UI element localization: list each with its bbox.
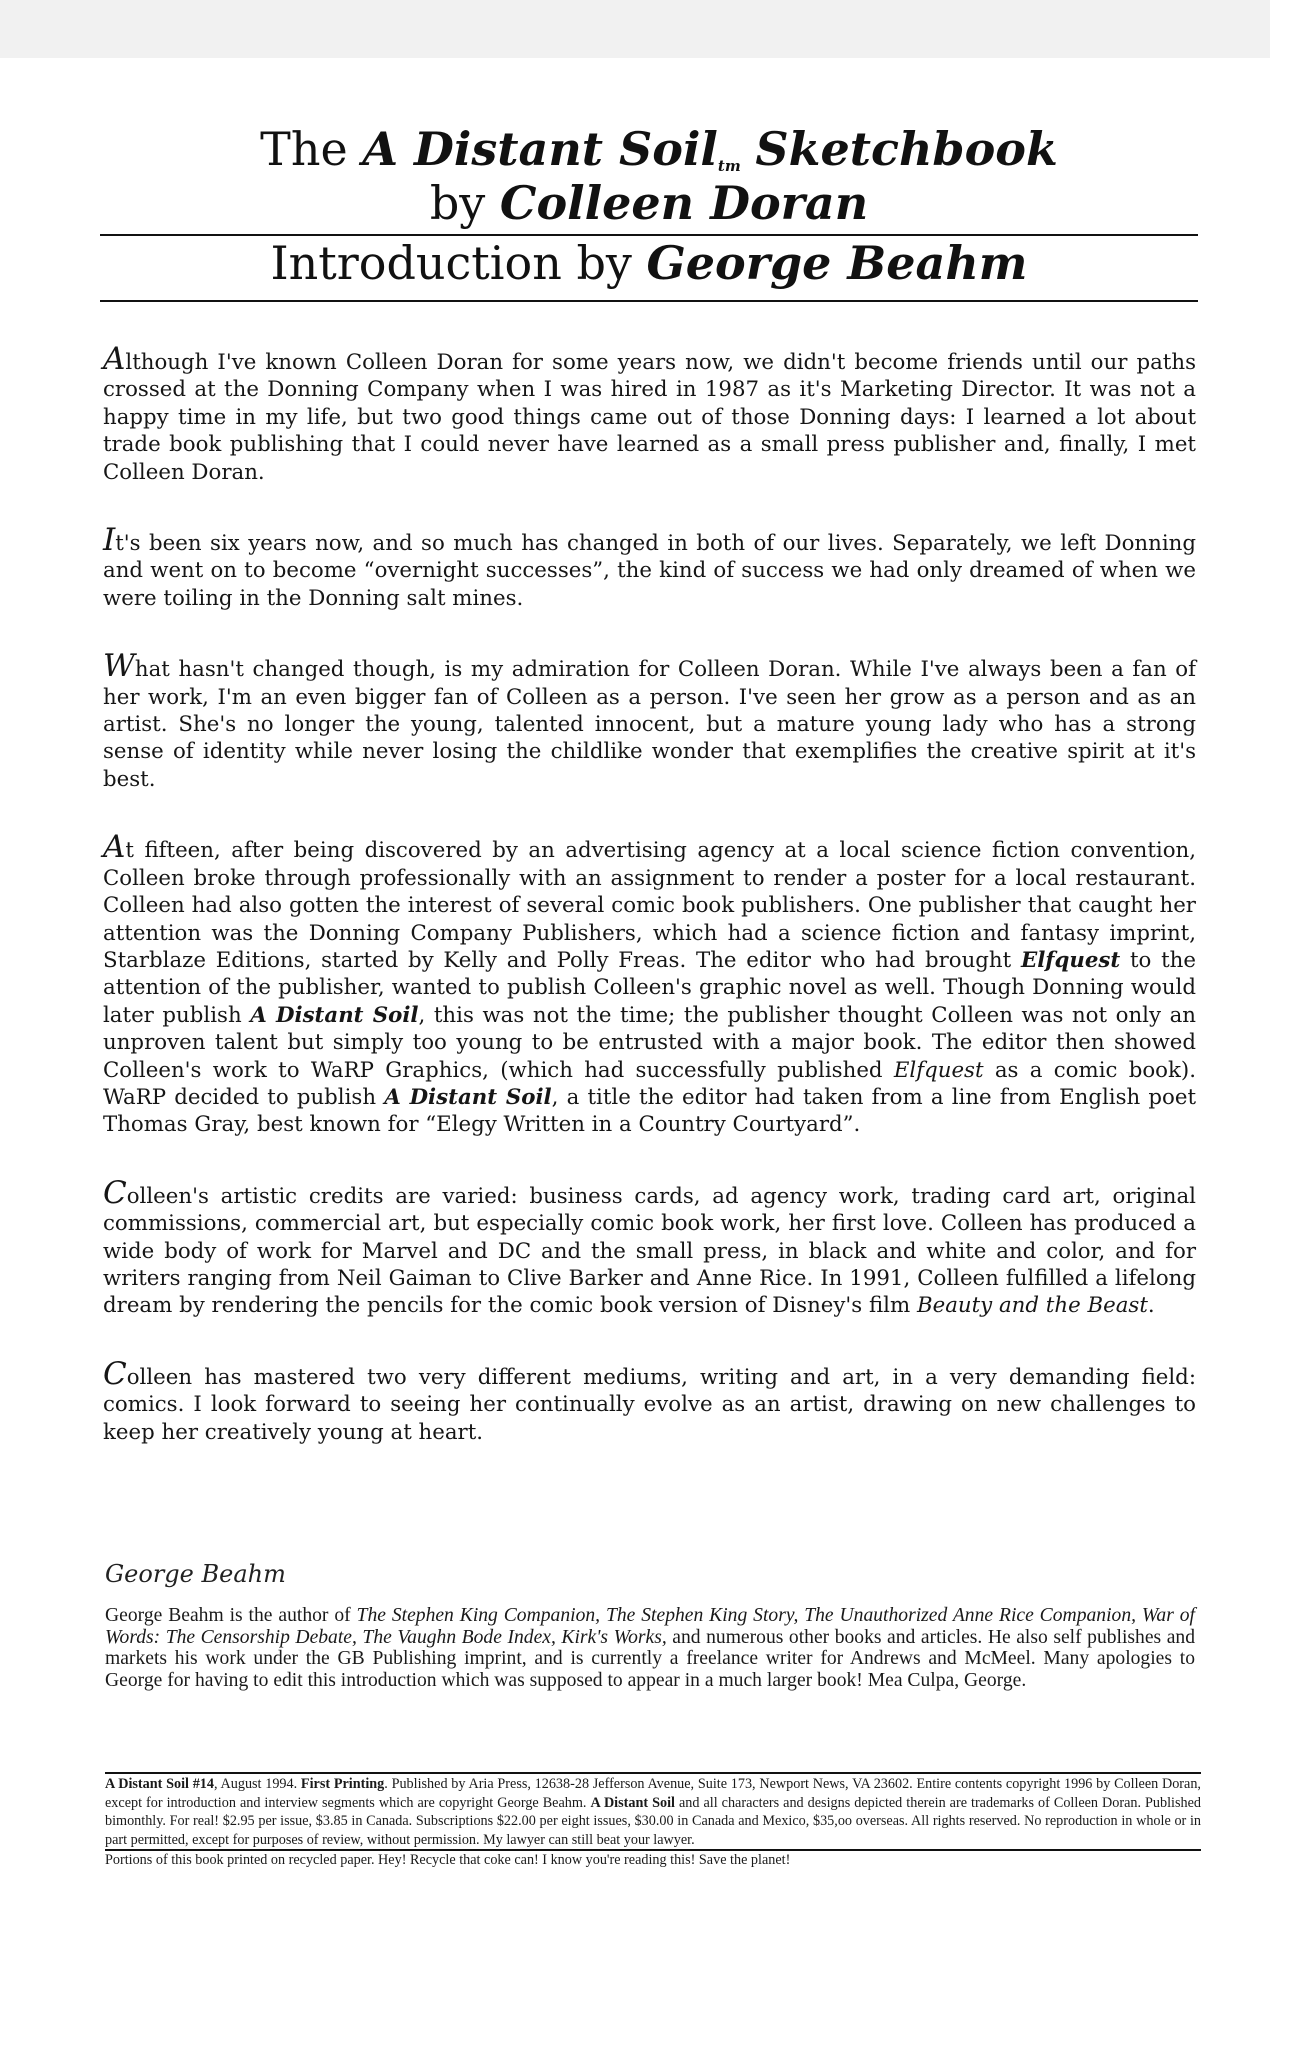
title-book-name: A Distant Soil	[362, 122, 718, 176]
title-line-1	[100, 122, 1198, 180]
title-block	[100, 122, 1198, 302]
paragraph-text: t fifteen, after being discovered by an advertising agency at a local science fiction convention, Colleen broke through professionally with an assignment to render a poster for a local restaurant. Colleen had also gotten the interest of several comic book publishers. One publisher that caught her attention was the Donning Company Publishers, which had a science fiction and fantasy imprint, Starblaze Editions, started by Kelly and Polly Freas. The editor who had brought	[103, 838, 1196, 973]
paragraph-6	[103, 1355, 1196, 1446]
paragraph-5	[103, 1174, 1196, 1320]
indicia-bold: First Printing	[300, 1776, 385, 1792]
title-line-2	[100, 176, 1198, 232]
title-prefix: The	[260, 122, 348, 176]
paragraph-text: lthough I've known Colleen Doran for some years now, we didn't become friends until our paths crossed at the Donning Company when I was hired in 1987 as it's Marketing Director. It was not a happy time in my life, but two good things came out of those Donning days: I learned a lot about trade book publishing that I could never have learned as a small press publisher and, finally, I met Colleen Doran.	[103, 350, 1196, 485]
paragraph-3	[103, 648, 1196, 793]
paragraph-text: hat hasn't changed though, is my admiration for Colleen Doran. While I've always been a fan of her work, I'm an even bigger fan of Colleen as a person. I've seen her grow as a person and as an artist. She's no longer the young, talented innocent, but a mature young lady who has a strong sense of identity while never losing the childlike wonder that exemplifies the creative spirit at it's best.	[103, 657, 1196, 792]
drop-cap: W	[103, 648, 135, 685]
drop-cap: A	[103, 341, 126, 377]
bold-title: A Distant Soil	[384, 1084, 552, 1110]
paragraph-text: t's been six years now, and so much has changed in both of our lives. Separately, we left Donning and went on to become “overnight successes”, the kind of success we had only dreamed of when we were toiling in the Donning salt mines.	[103, 531, 1196, 611]
paragraph-text: olleen's artistic credits are varied: business cards, ad agency work, trading card art, original commissions, commercial art, but especially comic book work, her first love. Colleen has produced a wide body of work for Marvel and DC and the small press, in black and white and color, and for writers ranging from Neil Gaiman to Clive Barker and Anne Rice. In 1991, Colleen fulfilled a lifelong dream by rendering the pencils for the comic book version of Disney's film	[103, 1183, 1196, 1319]
bio-text: and numerous other books and articles. He also self publishes and markets his work under the GB Publishing imprint, and is currently a freelance writer for Andrews and McMeel. Many apologies to George for having to edit this introduction which was supposed to appear in a much larger book! Mea Culpa, George.	[105, 1626, 1195, 1691]
paragraph-text: , this was not the time; the publisher thought Colleen was not only an unproven talent but simply too young to be entrusted with a major book. The editor then showed Colleen's work to WaRP Graphics, (which had successfully published	[103, 1002, 1197, 1083]
indicia-part: . Published by Aria Press, 12638-28 Jefferson Avenue, Suite 173, Newport News, VA 23602. Entire contents copyright 1996 by Colleen Doran, except for introduction and interview segments which are copyright George Beahm.	[105, 1776, 1201, 1811]
trademark-mark: tm	[717, 157, 741, 175]
paragraph-2	[103, 522, 1196, 612]
signature: George Beahm	[105, 1560, 286, 1588]
title-author: Colleen Doran	[499, 176, 869, 230]
paragraph-text: , a title the editor had taken from a line from English poet Thomas Gray, best known for “Elegy Written in a Country Courtyard”.	[103, 1084, 1197, 1138]
title-suffix: Sketchbook	[755, 122, 1058, 176]
title-line-3	[100, 236, 1198, 294]
intro-label: Introduction by	[270, 236, 632, 290]
italic-title: Elfquest	[1020, 947, 1121, 973]
bio-book-titles: The Stephen King Companion, The Stephen King Story, The Unauthorized Anne Rice Companion, War of Words: The Censorship Debate, The Vaughn Bode Index, Kirk's Works,	[105, 1605, 1195, 1648]
indicia-text	[105, 1775, 1201, 1849]
recycle-note: Portions of this book printed on recycled paper. Hey! Recycle that coke can! I know you're reading this! Save the planet!	[105, 1852, 791, 1869]
italic-title: Elfquest	[893, 1057, 984, 1083]
intro-author: George Beahm	[646, 236, 1028, 290]
italic-title: Beauty and the Beast	[916, 1293, 1148, 1319]
title-by: by	[429, 176, 486, 230]
bold-title: A Distant Soil	[250, 1002, 419, 1028]
drop-cap: C	[103, 1174, 127, 1211]
introduction-body	[103, 341, 1197, 1485]
paragraph-text: .	[1147, 1293, 1155, 1319]
paragraph-text: to the attention of the publisher, wanted to publish Colleen's graphic novel as well. Though Donning would later publish	[103, 947, 1196, 1028]
paragraph-1	[103, 341, 1196, 486]
scan-edge	[0, 0, 1270, 58]
drop-cap: C	[103, 1355, 127, 1392]
drop-cap: A	[103, 829, 126, 866]
indicia-part: , August 1994.	[214, 1776, 301, 1792]
title-rule-bottom	[100, 300, 1198, 302]
indicia-part: and all characters and designs depicted therein are trademarks of Colleen Doran. Published bimonthly. For real! $2.95 per issue, $3.85 in Canada. Subscriptions $22.00 per eight issues, $30.00 in Canada and Mexico, $35,oo overseas. All rights reserved. No reproduction in whole or in part permitted, except for purposes of review, without permission. My lawyer can still beat your lawyer.	[105, 1794, 1201, 1848]
author-bio	[105, 1605, 1195, 1691]
indicia	[105, 1772, 1201, 1870]
indicia-bold: A Distant Soil #14	[105, 1776, 214, 1792]
indicia-bold: A Distant Soil	[590, 1794, 675, 1811]
paragraph-4	[103, 829, 1197, 1138]
indicia-rule-top	[105, 1772, 1201, 1774]
drop-cap: I	[103, 522, 116, 559]
paragraph-text: as a comic book). WaRP decided to publish	[103, 1057, 1196, 1110]
bio-text: George Beahm is the author of	[105, 1605, 357, 1626]
paragraph-text: olleen has mastered two very different mediums, writing and art, in a very demanding field: comics. I look forward to seeing her continually evolve as an artist, drawing on new challenges to keep her creatively young at heart.	[103, 1364, 1196, 1445]
